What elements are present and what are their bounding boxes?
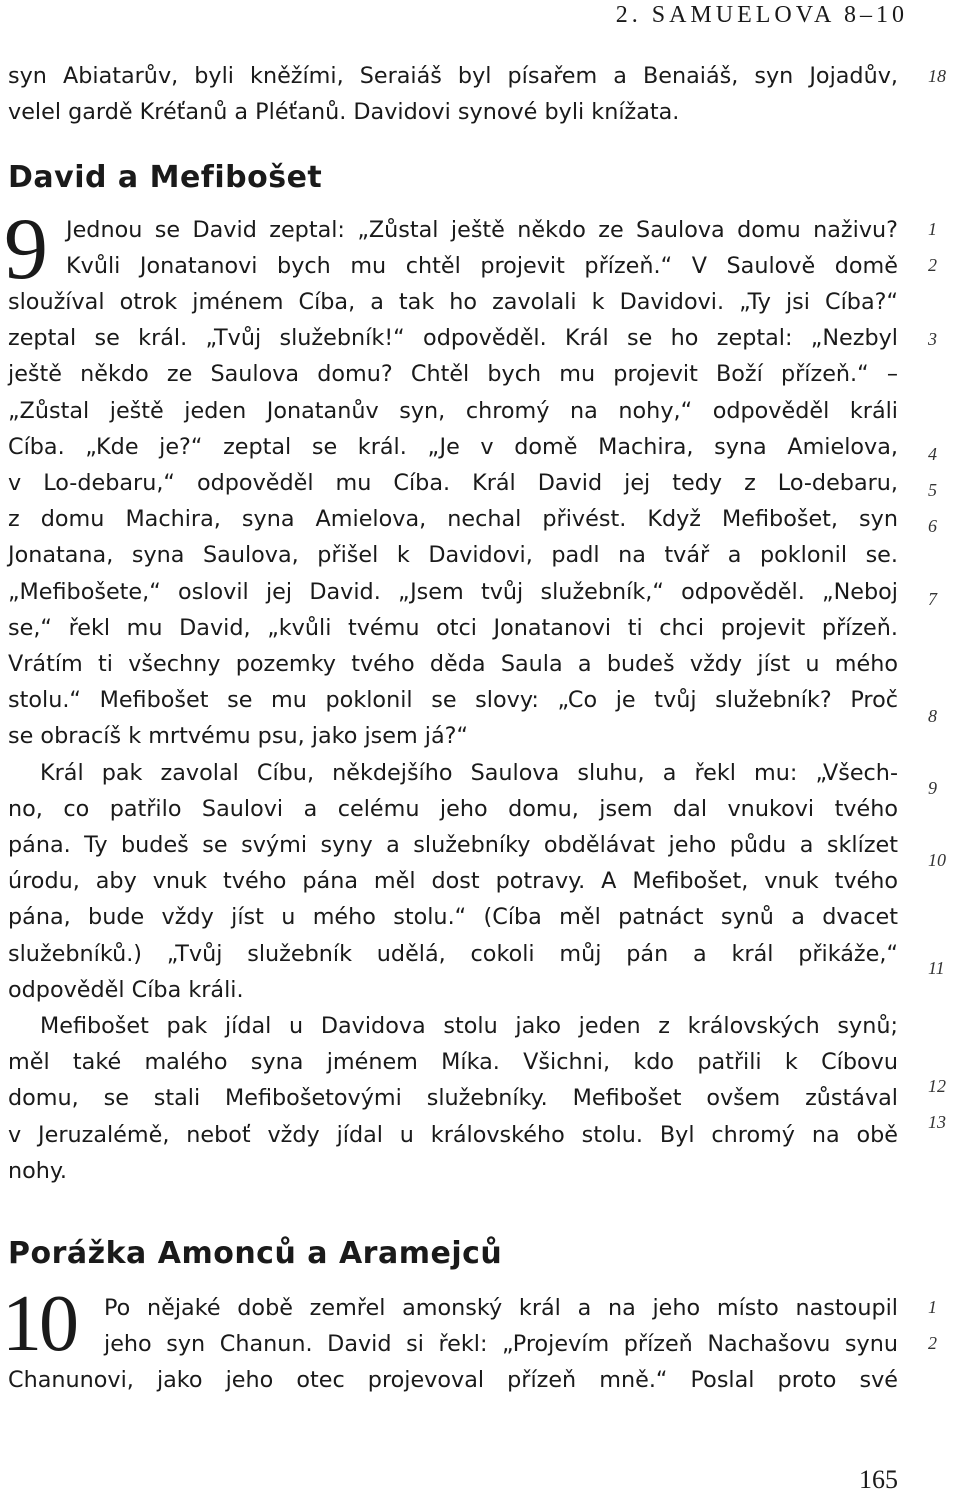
verse-number: 18: [928, 66, 946, 86]
text-line: pána. Ty budeš se svými syny a služebníky obdělávat jeho půdu a sklízet: [8, 832, 898, 859]
verse-number: 9: [928, 778, 937, 798]
paragraph-ch10: [8, 1362, 898, 1398]
text-line: Jonatana, syna Saulova, přišel k Davidovi, padl na tvář a poklonil se.: [8, 542, 898, 569]
verse-number: 4: [928, 444, 937, 464]
text-line: Král pak zavolal Cíbu, někdejšího Saulova sluhu, a řekl mu: „Všech-: [40, 759, 898, 786]
chapter-number-9: 9: [4, 201, 48, 298]
text-line: Cíba. „Kde je?“ zeptal se král. „Je v domě Machira, syna Amielova,: [8, 433, 898, 460]
verse-number: 1: [928, 1297, 937, 1317]
text-line: z domu Machira, syna Amielova, nechal přivést. Když Mefibošet, syn: [8, 506, 898, 533]
text-line: syn Abiatarův, byli kněžími, Seraiáš byl písařem a Benaiáš, syn Jojadův,: [8, 63, 898, 89]
verse-number: 10: [928, 850, 946, 870]
text-line: v Jeruzalémě, neboť vždy jídal u královského stolu. Byl chromý na obě: [8, 1121, 898, 1148]
text-line: pána, bude vždy jíst u mého stolu.“ (Cíba měl patnáct synů a dvacet: [8, 904, 898, 931]
text-line: Po nějaké době zemřel amonský král a na jeho místo nastoupil: [104, 1295, 898, 1321]
verse-number: 13: [928, 1112, 946, 1132]
text-line: zeptal se král. „Tvůj služebník!“ odpověděl. Král se ho zeptal: „Nezbyl: [8, 325, 898, 352]
text-line: no, co patřilo Saulovi a celému jeho domu, jsem dal vnukovi tvého: [8, 795, 898, 822]
text-line: odpověděl Cíba králi.: [8, 976, 244, 1003]
verse-number: 8: [928, 706, 937, 726]
section-heading: David a Mefibošet: [8, 160, 323, 195]
paragraph-ch10-opening: [104, 1290, 898, 1362]
text-line: se obracíš k mrtvému psu, jako jsem já?“: [8, 723, 469, 750]
page-number: 165: [859, 1465, 898, 1494]
paragraph-ch8-end: [8, 58, 898, 130]
verse-number: 2: [928, 255, 937, 275]
text-line: služebníků.) „Tvůj služebník udělá, cokoli můj pán a král přikáže,“: [8, 940, 898, 967]
text-line: nohy.: [8, 1157, 68, 1184]
text-line: úrodu, aby vnuk tvého pána měl dost potravy. A Mefibošet, vnuk tvého: [8, 868, 898, 895]
paragraph-ch9-opening: [66, 212, 898, 284]
text-line: v Lo-debaru,“ odpověděl mu Cíba. Král David jej tedy z Lo-debaru,: [8, 470, 898, 497]
verse-number: 7: [928, 589, 937, 609]
text-line: Chanunovi, jako jeho otec projevoval přízeň mně.“ Poslal proto své: [8, 1367, 898, 1393]
chapter-number-10: 10: [2, 1280, 76, 1368]
text-line: ještě někdo ze Saulova domu? Chtěl bych mu projevit Boží přízeň.“ –: [8, 361, 898, 388]
running-head: 2. SAMUELOVA 8–10: [615, 2, 908, 28]
text-line: „Mefibošete,“ oslovil jej David. „Jsem tvůj služebník,“ odpověděl. „Neboj: [8, 578, 898, 605]
verse-number: 5: [928, 480, 937, 500]
text-line: sloužíval otrok jménem Cíba, a tak ho zavolali k Davidovi. „Ty jsi Cíba?“: [8, 289, 898, 315]
text-line: se,“ řekl mu David, „kvůli tvému otci Jonatanovi ti chci projevit přízeň.: [8, 614, 898, 641]
verse-number: 12: [928, 1076, 946, 1096]
text-line: Jednou se David zeptal: „Zůstal ještě někdo ze Saulova domu naživu?: [66, 217, 898, 243]
text-line: měl také malého syna jménem Míka. Všichni, kdo patřili k Cíbovu: [8, 1049, 898, 1076]
verse-number: 6: [928, 516, 937, 536]
verse-number: 2: [928, 1333, 937, 1353]
verse-number: 1: [928, 219, 937, 239]
text-line: Vrátím ti všechny pozemky tvého děda Saula a budeš vždy jíst u mého: [8, 651, 898, 678]
text-line: stolu.“ Mefibošet se mu poklonil se slovy: „Co je tvůj služebník? Proč: [8, 687, 898, 714]
verse-number: 11: [928, 958, 945, 978]
text-line: Mefibošet pak jídal u Davidova stolu jako jeden z královských synů;: [40, 1013, 898, 1040]
text-line: velel gardě Kréťanů a Pléťanů. Davidovi synové byli knížata.: [8, 99, 680, 126]
verse-number: 3: [928, 329, 937, 349]
paragraph-ch9: [8, 284, 898, 1189]
section-heading: Porážka Amonců a Aramejců: [8, 1236, 503, 1271]
text-line: Kvůli Jonatanovi bych mu chtěl projevit přízeň.“ V Saulově domě: [66, 253, 898, 280]
text-line: jeho syn Chanun. David si řekl: „Projevím přízeň Nachašovu synu: [104, 1331, 898, 1358]
text-line: domu, se stali Mefibošetovými služebníky. Mefibošet ovšem zůstával: [8, 1085, 898, 1112]
text-line: „Zůstal ještě jeden Jonatanův syn, chromý na nohy,“ odpověděl králi: [8, 397, 898, 424]
